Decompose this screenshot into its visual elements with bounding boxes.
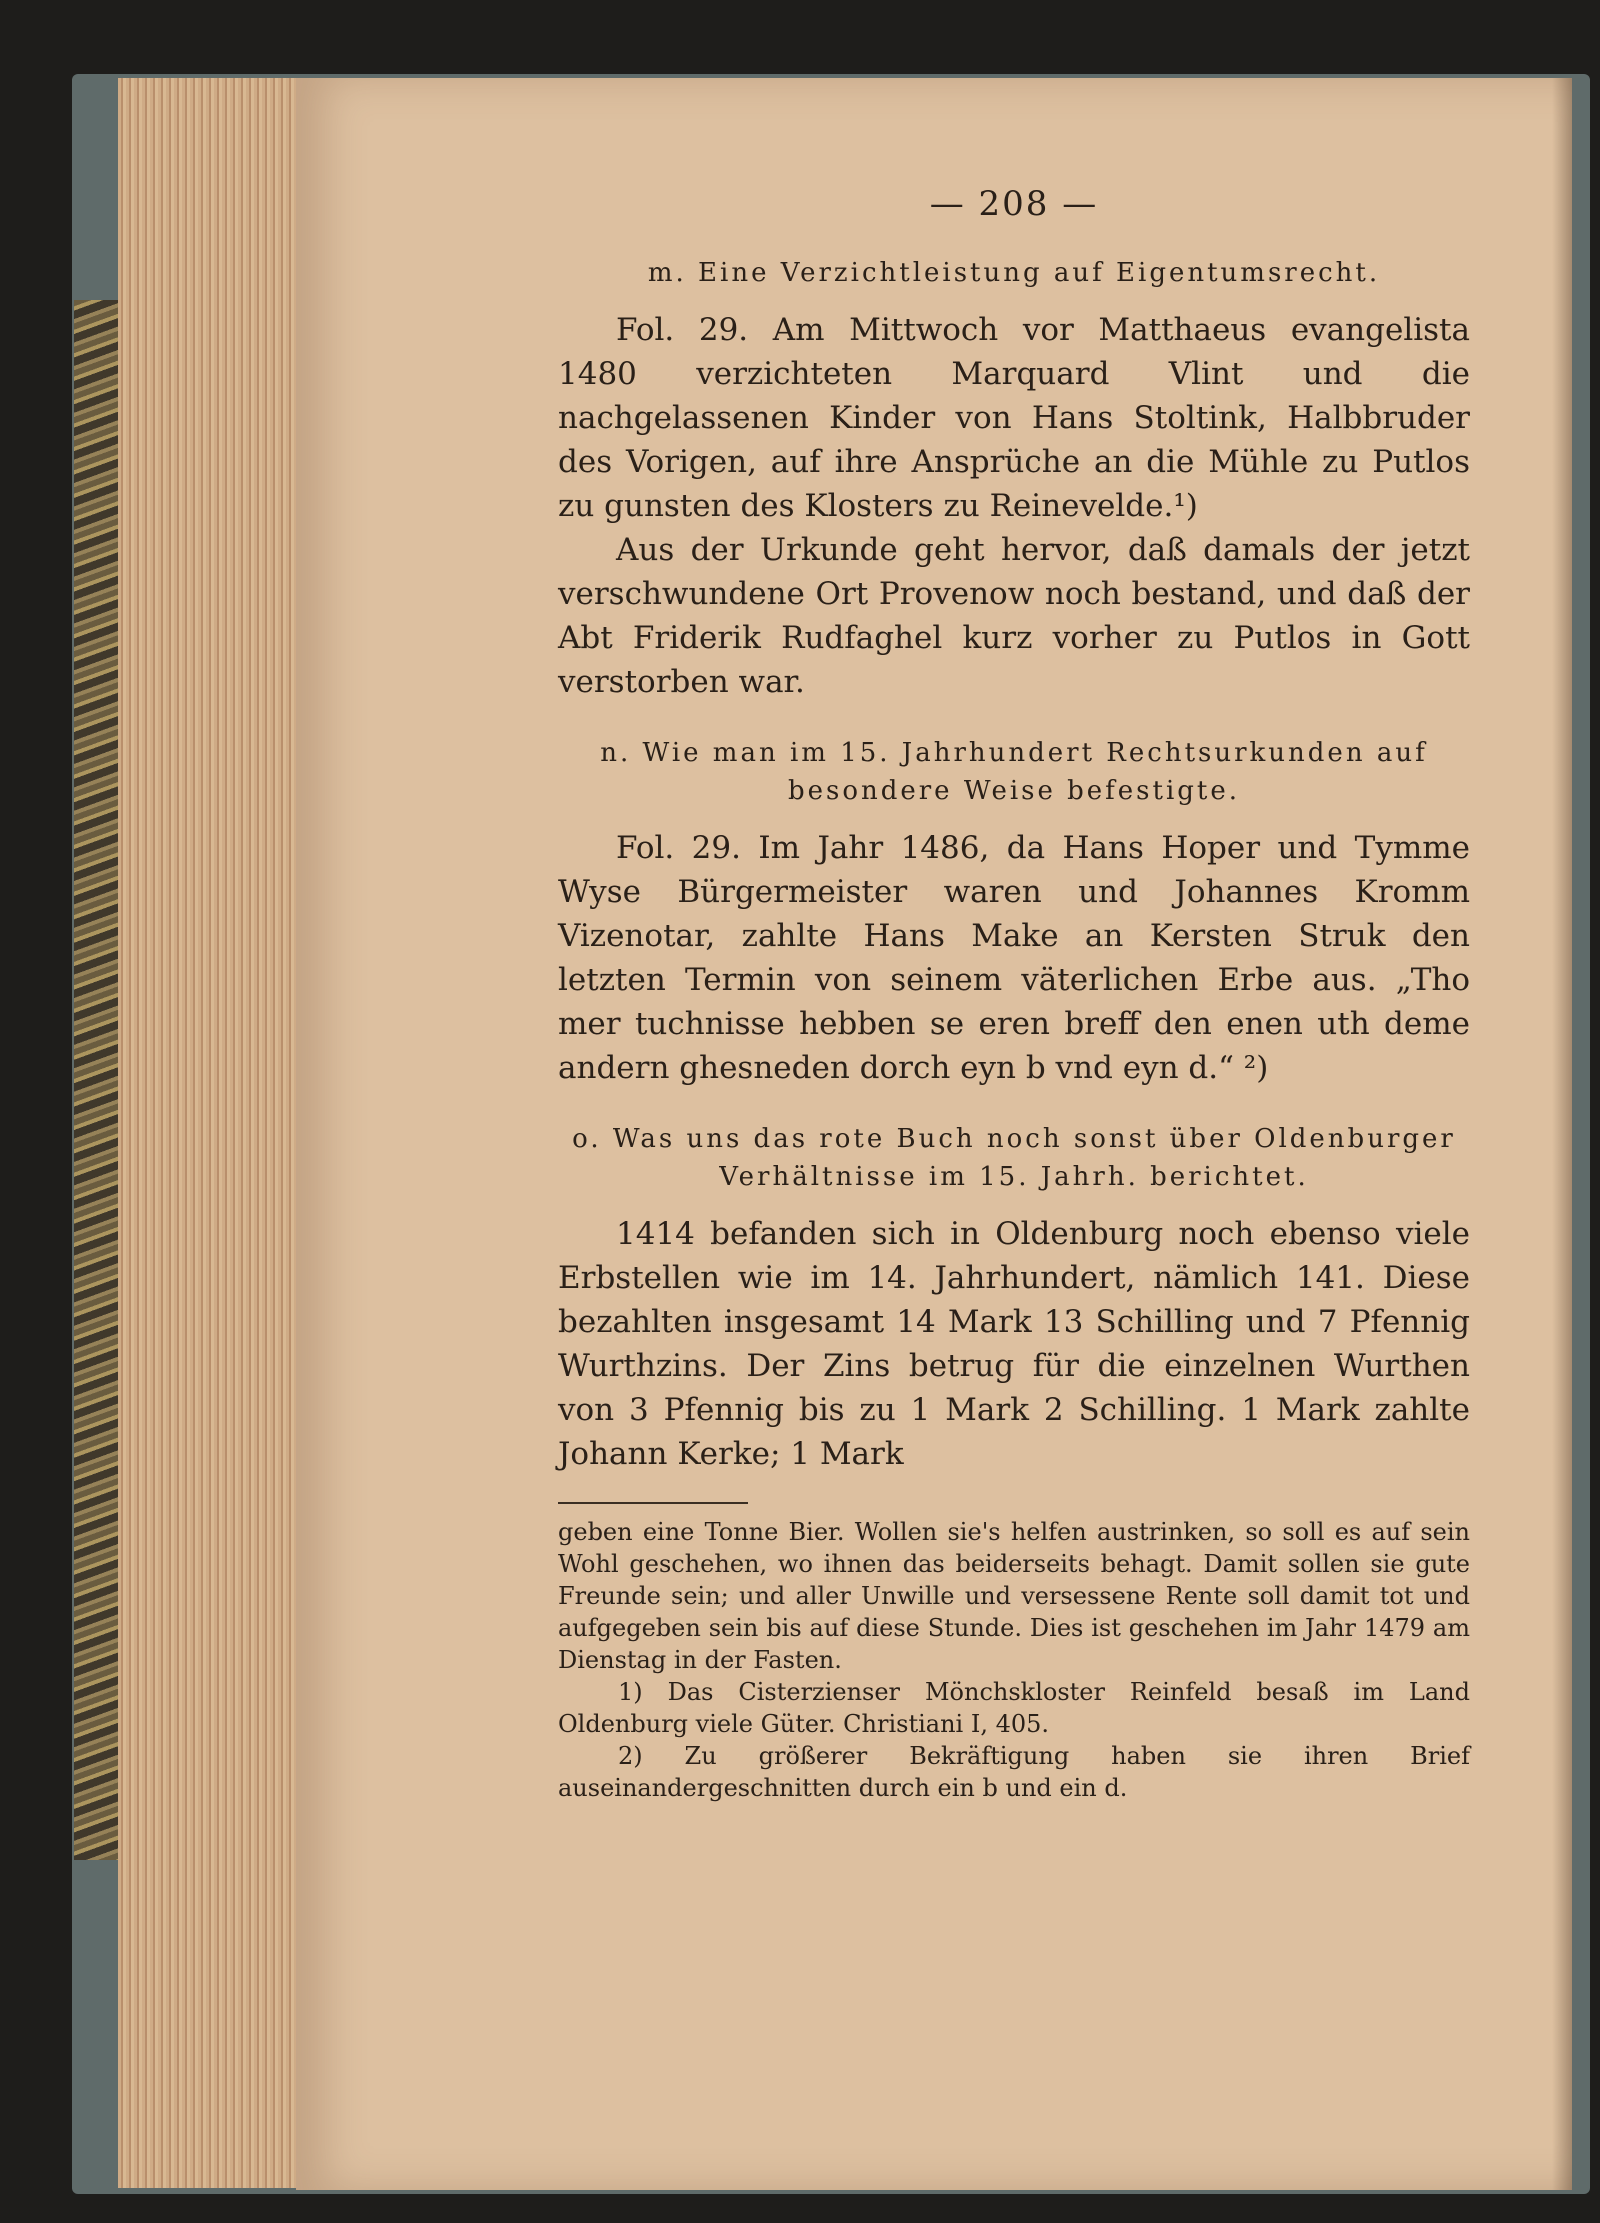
page-text <box>558 182 1470 1804</box>
paragraph: Aus der Urkunde geht hervor, daß damals der jetzt verschwundene Ort Provenow noch bestand, und daß der Abt Friderik Rudfaghel kurz vorher zu Putlos in Gott verstorben war. <box>558 532 1470 700</box>
page-edges <box>118 78 296 2188</box>
footnote-1: 1) Das Cisterzienser Mönchskloster Reinfeld besaß im Land Oldenburg viele Güter. Christiani I, 405. <box>558 1678 1470 1738</box>
footnote-rule <box>558 1502 748 1504</box>
marbled-endpaper <box>74 300 120 1860</box>
section-heading-n: n. Wie man im 15. Jahrhundert Rechtsurkunden auf besondere Weise befestigte. <box>600 738 1428 806</box>
paragraph: Fol. 29. Im Jahr 1486, da Hans Hoper und Tymme Wyse Bürgermeister waren und Johannes Kromm Vizenotar, zahlte Hans Make an Kersten Struk den letzten Termin von seinem väterlichen Erbe aus. „Tho mer tuchnisse hebben se eren breff den enen uth deme andern ghesneden dorch eyn b vnd eyn d.“ ²) <box>558 830 1470 1086</box>
section-heading-m: m. Eine Verzichtleistung auf Eigentumsrecht. <box>647 258 1381 288</box>
footnote-continuation: geben eine Tonne Bier. Wollen sie's helfen austrinken, so soll es auf sein Wohl geschehen, wo ihnen das beiderseits behagt. Damit sollen sie gute Freunde sein; und aller Unwille und versessene Rente soll damit tot und aufgegeben sein bis auf diese Stunde. Dies ist geschehen im Jahr 1479 am Dienstag in der Fasten. <box>558 1518 1470 1674</box>
paragraph: Fol. 29. Am Mittwoch vor Matthaeus evangelista 1480 verzichteten Marquard Vlint und die nachgelassenen Kinder von Hans Stoltink, Halbbruder des Vorigen, auf ihre Ansprüche an die Mühle zu Putlos zu gunsten des Klosters zu Reinevelde.¹) <box>558 312 1470 524</box>
paragraph: 1414 befanden sich in Oldenburg noch ebenso viele Erbstellen wie im 14. Jahrhundert, nämlich 141. Diese bezahlten insgesamt 14 Mark 13 Schilling und 7 Pfennig Wurthzins. Der Zins betrug für die einzelnen Wurthen von 3 Pfennig bis zu 1 Mark 2 Schilling. 1 Mark zahlte Johann Kerke; 1 Mark <box>558 1216 1470 1472</box>
footnote-2: 2) Zu größerer Bekräftigung haben sie ihren Brief auseinandergeschnitten durch ein b und ein d. <box>558 1742 1470 1802</box>
page-number: — 208 — <box>929 184 1099 224</box>
section-heading-o: o. Was uns das rote Buch noch sonst über Oldenburger Verhältnisse im 15. Jahrh. berichtet. <box>572 1124 1456 1192</box>
